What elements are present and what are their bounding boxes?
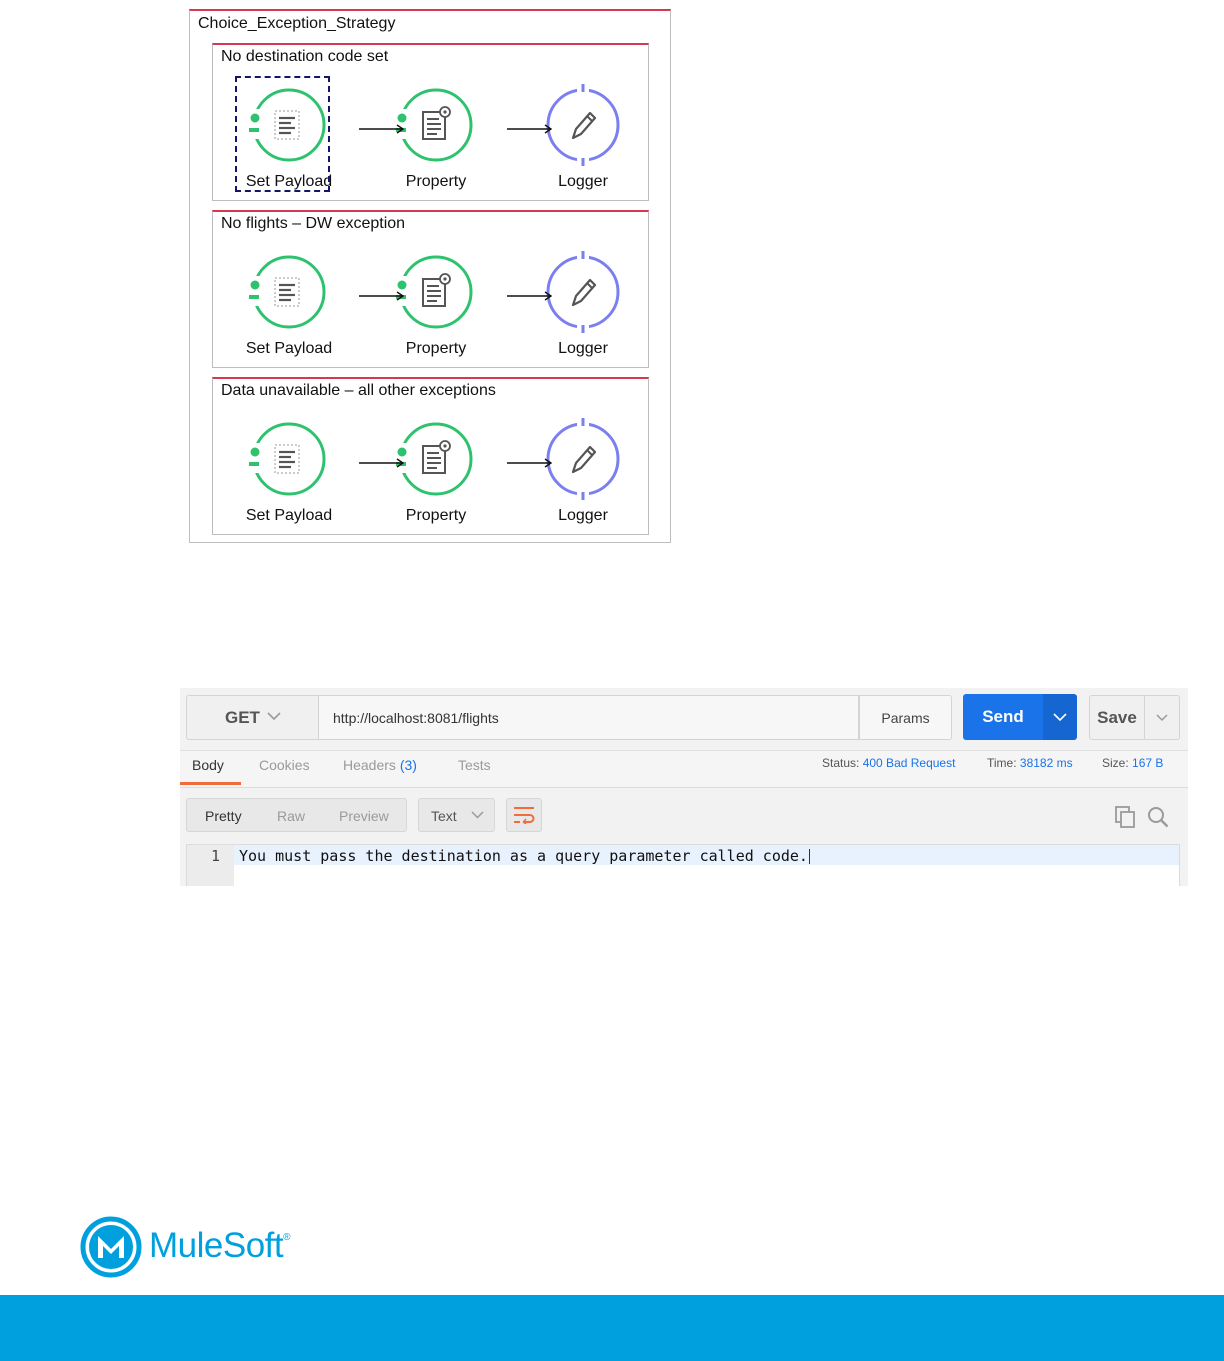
- chevron-down-icon: [267, 712, 281, 721]
- node-label: Set Payload: [245, 507, 333, 524]
- flow-arrow: [507, 124, 553, 134]
- active-tab-indicator: [180, 782, 241, 785]
- url-input[interactable]: [319, 695, 859, 740]
- brand-name-text: MuleSoft: [149, 1226, 284, 1265]
- view-mode-selector: [186, 798, 407, 832]
- status-value: 400 Bad Request: [862, 756, 956, 770]
- chevron-down-icon: [1156, 714, 1168, 722]
- scope-title: No destination code set: [221, 48, 389, 65]
- node-label: Set Payload: [245, 340, 333, 357]
- node-label: Logger: [558, 340, 608, 357]
- brand-name: [149, 1226, 290, 1266]
- node-label: Property: [405, 340, 467, 357]
- tab-body[interactable]: Body: [192, 757, 224, 773]
- view-pretty-button[interactable]: Pretty: [205, 808, 242, 824]
- exception-strategy-container: [189, 9, 671, 543]
- set-payload-icon: [246, 416, 332, 502]
- view-raw-button[interactable]: Raw: [277, 808, 306, 824]
- send-button[interactable]: Send: [963, 694, 1043, 740]
- tab-tests[interactable]: Tests: [458, 757, 491, 773]
- exception-scope[interactable]: [212, 377, 649, 535]
- status-info: [822, 756, 955, 770]
- line-number: 1: [210, 847, 220, 865]
- time-value: 38182 ms: [1019, 756, 1073, 770]
- tab-headers-label: Headers: [343, 757, 396, 773]
- wrap-lines-button[interactable]: [506, 798, 542, 832]
- send-options-button[interactable]: [1043, 694, 1077, 740]
- wrap-lines-icon: [513, 806, 535, 824]
- property-icon: [393, 416, 479, 502]
- time-info: [987, 756, 1073, 770]
- response-body-text: [239, 847, 810, 865]
- response-body-editor[interactable]: [186, 844, 1180, 886]
- line-gutter: [187, 845, 234, 886]
- size-value: 167 B: [1132, 756, 1164, 770]
- flow-arrow: [359, 458, 405, 468]
- chevron-down-icon: [1053, 713, 1067, 722]
- node-label: Set Payload: [245, 173, 333, 190]
- property-icon: [393, 82, 479, 168]
- tab-headers[interactable]: [343, 757, 417, 773]
- node-label: Property: [405, 173, 467, 190]
- property-icon: [393, 249, 479, 335]
- format-select[interactable]: [418, 798, 495, 832]
- text-cursor: [809, 849, 810, 864]
- node-label: Logger: [558, 173, 608, 190]
- set-payload-icon: [246, 249, 332, 335]
- selected-node-outline: [235, 76, 330, 192]
- format-label: Text: [431, 808, 457, 824]
- scope-title: No flights – DW exception: [221, 215, 406, 232]
- flow-arrow: [507, 291, 553, 301]
- node-label: Logger: [558, 507, 608, 524]
- save-options-button[interactable]: [1144, 695, 1180, 740]
- response-tabs: [180, 750, 1188, 788]
- tab-cookies[interactable]: Cookies: [259, 757, 310, 773]
- mulesoft-logo-icon: [80, 1216, 142, 1278]
- size-info: [1102, 756, 1163, 770]
- params-button[interactable]: Params: [859, 695, 952, 740]
- size-label: Size:: [1102, 756, 1129, 770]
- save-button[interactable]: Save: [1089, 695, 1145, 740]
- status-label: Status:: [822, 756, 860, 770]
- postman-request-panel: [180, 688, 1188, 886]
- method-label: GET: [225, 708, 260, 727]
- flow-arrow: [359, 291, 405, 301]
- search-icon[interactable]: [1147, 806, 1169, 828]
- scope-title: Data unavailable – all other exceptions: [221, 382, 496, 399]
- headers-count-badge: (3): [399, 757, 417, 773]
- node-label: Property: [405, 507, 467, 524]
- exception-scope[interactable]: [212, 210, 649, 368]
- copy-icon[interactable]: [1115, 806, 1137, 828]
- time-label: Time:: [987, 756, 1017, 770]
- exception-scope[interactable]: [212, 43, 649, 201]
- method-select[interactable]: [186, 695, 319, 740]
- footer-bar: [0, 1295, 1224, 1361]
- strategy-title: Choice_Exception_Strategy: [198, 15, 396, 32]
- trademark-symbol: ®: [283, 1232, 290, 1243]
- response-body-line: You must pass the destination as a query parameter called code.: [239, 847, 808, 865]
- chevron-down-icon: [471, 811, 484, 819]
- flow-arrow: [507, 458, 553, 468]
- url-text: http://localhost:8081/flights: [333, 710, 499, 726]
- flow-arrow: [359, 124, 405, 134]
- view-preview-button[interactable]: Preview: [339, 808, 389, 824]
